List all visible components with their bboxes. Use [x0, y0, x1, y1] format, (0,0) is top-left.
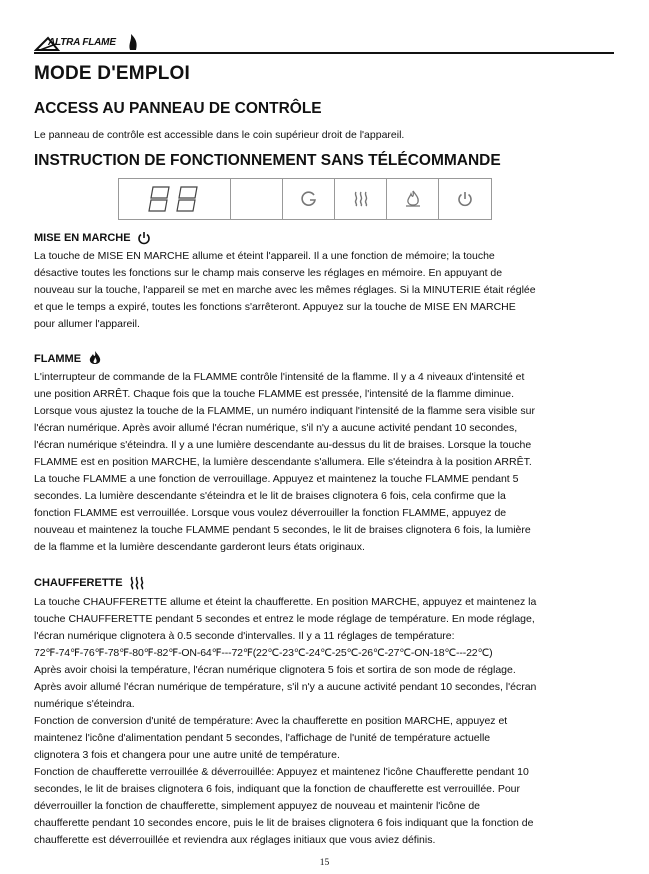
text-line: l'écran numérique s'éteindra. Il y a une lumière descendante au-dessus du lit de braises. Lorsque la touche	[34, 439, 532, 451]
text-line: nouveau sur la touche, l'appareil se met en marche avec les mêmes réglages. Si la MINUTERIE était réglée	[34, 284, 536, 296]
instructions-heading: INSTRUCTION DE FONCTIONNEMENT SANS TÉLÉCOMMANDE	[34, 152, 501, 169]
text-line: déverrouiller la fonction de chaufferette, simplement appuyez de nouveau et maintenir l'icône de	[34, 800, 480, 812]
text-line: nouveau et maintenez la touche FLAMME pendant 5 secondes, le lit de braises clignotera 6 fois, la lumière	[34, 524, 531, 536]
heater-icon	[352, 190, 370, 208]
text-line: une position ARRÊT. Chaque fois que la touche FLAMME est pressée, l'intensité de la flamme diminue.	[34, 388, 515, 400]
text-line: Fonction de chaufferette verrouillée & déverrouillée: Appuyez et maintenez l'icône Chaufferette pendant 10	[34, 766, 529, 778]
flame-icon	[404, 190, 422, 208]
flame-icon	[87, 351, 103, 366]
section-title-flame	[34, 351, 103, 366]
text-line: La touche de MISE EN MARCHE allume et éteint l'appareil. Il a une fonction de mémoire; la touche	[34, 250, 495, 262]
timer-g-icon	[300, 190, 318, 208]
text-line: l'écran numérique clignotera à 0.5 seconde d'intervalles. Il y a 11 réglages de température:	[34, 630, 455, 642]
text-line: clignotera 3 fois et changera pour une autre unité de température.	[34, 749, 340, 761]
text-line: Après avoir allumé l'écran numérique de température, s'il n'y a aucune activité pendant 10 secondes, l'écran	[34, 681, 537, 693]
section-body-heater	[34, 594, 618, 849]
text-line: pour allumer l'appareil.	[34, 318, 140, 330]
page-title: MODE D'EMPLOI	[34, 63, 190, 84]
digital-display	[119, 179, 231, 219]
section-body-power	[34, 248, 618, 333]
heater-button	[335, 179, 387, 219]
access-heading: ACCESS AU PANNEAU DE CONTRÔLE	[34, 100, 322, 117]
control-panel-diagram	[118, 178, 492, 220]
heater-icon	[129, 576, 145, 590]
section-title-heater	[34, 576, 145, 590]
text-line: Lorsque vous ajustez la touche de la FLAMME, un numéro indiquant l'intensité de la flamme sera visible sur	[34, 405, 536, 417]
text-line: touche CHAUFFERETTE pendant 5 secondes et entrez le mode réglage de température. En mode réglage,	[34, 613, 535, 625]
text-line: de la flamme et la lumière descendante garderont leurs états originaux.	[34, 541, 365, 553]
text-line: secondes, le lit de braises clignotera 6 fois, indiquant que la fonction de chaufferette est verrouillée. Pour	[34, 783, 521, 795]
timer-button	[283, 179, 335, 219]
text-line: Fonction de conversion d'unité de température: Avec la chaufferette en position MARCHE, appuyez et	[34, 715, 508, 727]
brand-name: ALTRA FLAME	[48, 37, 116, 48]
text-line: et que le temps a expiré, toutes les fonctions s'arrêteront. Appuyez sur la touche de MISE EN MARCHE	[34, 301, 516, 313]
text-line: FLAMME est en position MARCHE, la lumière descendante s'allumera. Elle s'éteindra à la position ARRÊT.	[34, 456, 532, 468]
text-line: maintenez l'icône d'alimentation pendant 5 secondes, l'affichage de l'unité de température actuelle	[34, 732, 491, 744]
text-line: chaufferette est déverrouillée et reviendra aux réglages initiaux que vous aviez définis.	[34, 834, 436, 846]
page-number: 15	[319, 858, 330, 868]
text-line: numérique s'éteindra.	[34, 698, 135, 710]
text-line: désactive toutes les fonctions sur le champ mais conserve les réglages en mémoire. En appuyant de	[34, 267, 503, 279]
access-text: Le panneau de contrôle est accessible dans le coin supérieur droit de l'appareil.	[34, 129, 405, 141]
panel-blank-cell	[231, 179, 283, 219]
section-title-text: CHAUFFERETTE	[34, 577, 123, 589]
text-line: La touche CHAUFFERETTE allume et éteint la chaufferette. En position MARCHE, appuyez et maintenez la	[34, 596, 537, 608]
section-title-power	[34, 231, 151, 245]
seven-segment-display	[147, 184, 203, 214]
flame-button	[387, 179, 439, 219]
temperature-steps-line: 72℉-74℉-76℉-78℉-80℉-82℉-ON-64℉---72℉(22℃-23℃-24℃-25℃-26℃-27℃-ON-18℃---22℃)	[34, 647, 493, 659]
text-line: fonction FLAMME est verrouillée. Lorsque vous voulez déverrouiller la fonction FLAMME, appuyez de	[34, 507, 507, 519]
section-title-text: MISE EN MARCHE	[34, 232, 131, 244]
text-line: secondes. La lumière descendante s'éteindra et le lit de braises clignotera 6 fois, cela confirme que la	[34, 490, 506, 502]
section-title-text: FLAMME	[34, 352, 82, 365]
power-icon	[456, 190, 474, 208]
text-line: l'écran numérique. Après avoir allumé l'écran numérique, s'il n'y a aucune activité pendant 10 secondes,	[34, 422, 518, 434]
section-body-flame	[34, 369, 618, 556]
header-divider	[34, 52, 614, 54]
text-line: La touche FLAMME a une fonction de verrouillage. Appuyez et maintenez la touche FLAMME pendant 5	[34, 473, 519, 485]
power-icon	[137, 231, 151, 245]
power-button	[439, 179, 491, 219]
text-line: chaufferette pendant 10 secondes encore, puis le lit de braises clignotera 6 fois indiquant que la fonction de	[34, 817, 534, 829]
text-line: L'interrupteur de commande de la FLAMME contrôle l'intensité de la flamme. Il y a 4 niveaux d'intensité et	[34, 371, 525, 383]
text-line: Après avoir choisi la température, l'écran numérique clignotera 5 fois et sortira de son mode de réglage.	[34, 664, 516, 676]
